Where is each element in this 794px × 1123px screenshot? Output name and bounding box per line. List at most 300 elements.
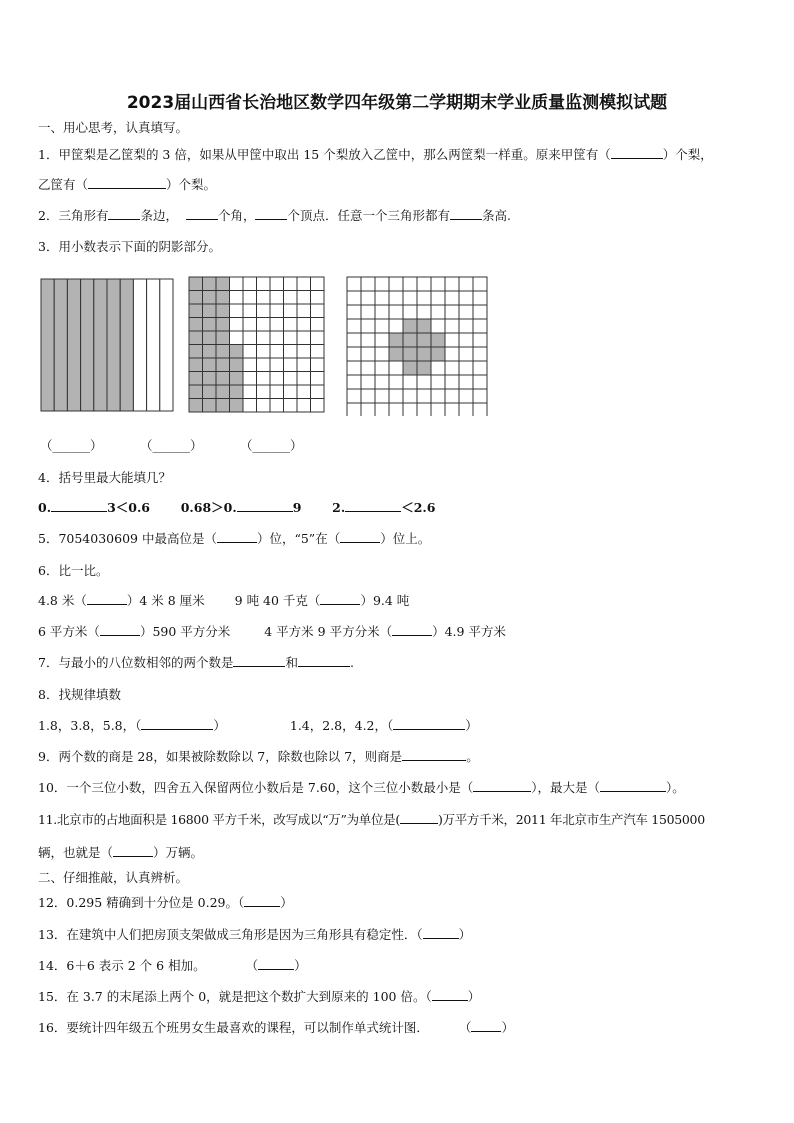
question-4: 4．括号里最大能填几？ bbox=[38, 470, 171, 485]
shaded-cell bbox=[189, 304, 203, 318]
question-15 bbox=[38, 988, 480, 1006]
shaded-cell bbox=[431, 347, 445, 361]
grid-cell bbox=[375, 319, 389, 333]
grid-cell bbox=[445, 375, 459, 389]
grid-cell bbox=[243, 345, 257, 359]
question-11 bbox=[38, 811, 705, 829]
q11-text-d: ）万辆。 bbox=[153, 845, 204, 860]
grid-cell bbox=[403, 305, 417, 319]
grid-cell bbox=[257, 318, 271, 332]
q6-r2-text-a: 6 平方米（ bbox=[38, 624, 100, 639]
grid-cell bbox=[270, 345, 284, 359]
q13-text-a: 13．在建筑中人们把房顶支架做成三角形是因为三角形具有稳定性．（ bbox=[38, 927, 423, 942]
q4-blank-1[interactable] bbox=[51, 499, 107, 512]
q7-text-a: 7．与最小的八位数相邻的两个数是 bbox=[38, 655, 234, 670]
page-title: 2023届山西省长治地区数学四年级第二学期期末学业质量监测模拟试题 bbox=[126, 93, 668, 113]
shaded-cell bbox=[189, 291, 203, 305]
grid-cell bbox=[445, 403, 459, 416]
q12-text-a: 12．0.295 精确到十分位是 0.29。（ bbox=[38, 895, 245, 910]
shaded-cell bbox=[203, 291, 217, 305]
grid-cell bbox=[473, 291, 487, 305]
shaded-cell bbox=[431, 333, 445, 347]
grid-cell bbox=[230, 277, 244, 291]
grid-cell bbox=[417, 291, 431, 305]
q14-text-b: （ bbox=[245, 958, 259, 973]
grid-cell bbox=[417, 375, 431, 389]
grid-cell bbox=[445, 361, 459, 375]
grid-cell bbox=[243, 304, 257, 318]
shaded-cell bbox=[230, 372, 244, 386]
grid-cell bbox=[347, 389, 361, 403]
q2-blank-2[interactable] bbox=[186, 207, 218, 220]
grid-cell bbox=[297, 345, 311, 359]
q2-blank-4[interactable] bbox=[450, 207, 482, 220]
shaded-strip bbox=[107, 279, 120, 411]
grid-cell bbox=[311, 304, 325, 318]
q7-text-b: 和 bbox=[285, 655, 298, 670]
grid-cell bbox=[284, 291, 298, 305]
grid-cell bbox=[389, 403, 403, 416]
q11-blank-1[interactable] bbox=[400, 811, 438, 824]
q6-blank-4[interactable] bbox=[392, 623, 432, 636]
grid-cell bbox=[473, 375, 487, 389]
q2-blank-3[interactable] bbox=[255, 207, 287, 220]
q10-text-a: 10．一个三位小数，四舍五入保留两位小数后是 7.60，这个三位小数最小是（ bbox=[38, 780, 474, 795]
grid-cell bbox=[375, 305, 389, 319]
grid-cell bbox=[311, 291, 325, 305]
shaded-cell bbox=[403, 333, 417, 347]
q10-blank-2[interactable] bbox=[600, 779, 666, 792]
q14-text-c: ） bbox=[294, 958, 307, 973]
q6-blank-1[interactable] bbox=[87, 592, 127, 605]
question-6: 6．比一比。 bbox=[38, 563, 109, 578]
grid-cell bbox=[270, 358, 284, 372]
grid-cell bbox=[243, 291, 257, 305]
grid-cell bbox=[431, 305, 445, 319]
grid-cell bbox=[431, 375, 445, 389]
q1-blank-2[interactable] bbox=[88, 176, 166, 189]
shaded-cell bbox=[203, 277, 217, 291]
q9-text-a: 9．两个数的商是 28，如果被除数除以 7，除数也除以 7，则商是 bbox=[38, 749, 403, 764]
q16-text-a: 16．要统计四年级五个班男女生最喜欢的课程，可以制作单式统计图． bbox=[38, 1020, 429, 1035]
grid-cell bbox=[459, 319, 473, 333]
q6-r1-text-c: 9 吨 40 千克（ bbox=[234, 593, 321, 608]
q6-blank-3[interactable] bbox=[100, 623, 140, 636]
q7-blank-2[interactable] bbox=[298, 654, 350, 667]
grid-cell bbox=[403, 291, 417, 305]
grid-cell bbox=[361, 305, 375, 319]
grid-cell bbox=[459, 333, 473, 347]
grid-cell bbox=[389, 375, 403, 389]
question-9 bbox=[38, 748, 479, 766]
figure-1-strips bbox=[40, 278, 174, 412]
q1-text-d: ）个梨。 bbox=[166, 177, 217, 192]
grid-cell bbox=[361, 361, 375, 375]
q14-blank[interactable] bbox=[258, 957, 294, 970]
shaded-cell bbox=[189, 385, 203, 399]
grid-cell bbox=[311, 385, 325, 399]
grid-cell bbox=[375, 347, 389, 361]
q5-blank-1[interactable] bbox=[217, 530, 257, 543]
question-6-row-1 bbox=[38, 592, 409, 610]
q4-item-2-pre: 0.68＞0. bbox=[180, 500, 237, 515]
question-5 bbox=[38, 530, 430, 548]
q3-answer-3[interactable]: （______） bbox=[240, 438, 303, 453]
grid-cell bbox=[389, 305, 403, 319]
grid-cell bbox=[270, 399, 284, 413]
q15-text-a: 15．在 3.7 的末尾添上两个 0，就是把这个数扩大到原来的 100 倍。（ bbox=[38, 989, 432, 1004]
shaded-cell bbox=[417, 347, 431, 361]
q12-blank[interactable] bbox=[244, 894, 280, 907]
grid-cell bbox=[375, 389, 389, 403]
question-14 bbox=[38, 957, 307, 975]
grid-cell bbox=[403, 375, 417, 389]
grid-cell bbox=[473, 277, 487, 291]
grid-cell bbox=[473, 319, 487, 333]
grid-cell bbox=[284, 277, 298, 291]
shaded-cell bbox=[389, 333, 403, 347]
q5-text-c: ）位上。 bbox=[380, 531, 431, 546]
q16-blank[interactable] bbox=[471, 1019, 501, 1032]
grid-cell bbox=[311, 331, 325, 345]
grid-cell bbox=[284, 399, 298, 413]
grid-cell bbox=[284, 331, 298, 345]
grid-cell bbox=[459, 403, 473, 416]
grid-cell bbox=[311, 318, 325, 332]
question-8-row bbox=[38, 717, 478, 735]
grid-cell bbox=[445, 333, 459, 347]
shaded-cell bbox=[216, 358, 230, 372]
grid-cell bbox=[284, 304, 298, 318]
grid-cell bbox=[403, 277, 417, 291]
grid-cell bbox=[445, 277, 459, 291]
grid-cell bbox=[459, 361, 473, 375]
question-12 bbox=[38, 894, 293, 912]
grid-cell bbox=[270, 318, 284, 332]
grid-cell bbox=[431, 319, 445, 333]
grid-cell bbox=[284, 358, 298, 372]
grid-cell bbox=[417, 403, 431, 416]
q4-item-1-pre: 0. bbox=[38, 500, 52, 515]
grid-cell bbox=[445, 389, 459, 403]
question-4-items bbox=[38, 499, 435, 517]
grid-cell bbox=[389, 389, 403, 403]
grid-cell bbox=[230, 291, 244, 305]
shaded-cell bbox=[403, 361, 417, 375]
strip bbox=[133, 279, 146, 411]
shaded-cell bbox=[189, 318, 203, 332]
question-7 bbox=[38, 654, 354, 672]
grid-cell bbox=[243, 399, 257, 413]
grid-cell bbox=[347, 277, 361, 291]
grid-cell bbox=[297, 277, 311, 291]
shaded-strip bbox=[67, 279, 80, 411]
q5-blank-2[interactable] bbox=[340, 530, 380, 543]
q5-text-a: 5．7054030609 中最高位是（ bbox=[38, 531, 217, 546]
strip bbox=[160, 279, 173, 411]
grid-cell bbox=[243, 358, 257, 372]
shaded-cell bbox=[230, 385, 244, 399]
grid-cell bbox=[347, 333, 361, 347]
shaded-cell bbox=[216, 318, 230, 332]
grid-cell bbox=[445, 347, 459, 361]
grid-cell bbox=[445, 305, 459, 319]
grid-cell bbox=[311, 358, 325, 372]
grid-cell bbox=[243, 331, 257, 345]
grid-cell bbox=[311, 372, 325, 386]
grid-cell bbox=[431, 403, 445, 416]
q8-text-a: 1.8，3.8，5.8，（ bbox=[38, 718, 142, 733]
question-6-row-2 bbox=[38, 623, 506, 641]
grid-cell bbox=[389, 277, 403, 291]
q4-item-3-pre: 2. bbox=[332, 500, 346, 515]
grid-cell bbox=[257, 291, 271, 305]
q4-blank-3[interactable] bbox=[345, 499, 401, 512]
grid-cell bbox=[347, 375, 361, 389]
section-2-heading: 二、仔细推敲，认真辨析。 bbox=[38, 870, 189, 885]
shaded-strip bbox=[41, 279, 54, 411]
shaded-cell bbox=[230, 358, 244, 372]
q6-r2-text-c: 4 平方米 9 平方分米（ bbox=[264, 624, 393, 639]
grid-cell bbox=[270, 331, 284, 345]
shaded-cell bbox=[216, 372, 230, 386]
shaded-cell bbox=[389, 347, 403, 361]
shaded-cell bbox=[203, 345, 217, 359]
question-1-cont bbox=[38, 176, 216, 194]
grid-cell bbox=[375, 277, 389, 291]
q11-text-c: 辆，也就是（ bbox=[38, 845, 114, 860]
grid-cell bbox=[297, 304, 311, 318]
shaded-cell bbox=[216, 277, 230, 291]
q10-text-c: ）。 bbox=[665, 780, 685, 795]
q4-item-1-post: 3＜0.6 bbox=[107, 500, 151, 515]
q3-answer-2[interactable]: （______） bbox=[140, 438, 203, 453]
question-1 bbox=[38, 146, 713, 164]
shaded-strip bbox=[120, 279, 133, 411]
grid-cell bbox=[403, 403, 417, 416]
grid-cell bbox=[417, 389, 431, 403]
q6-r1-text-d: ）9.4 吨 bbox=[360, 593, 410, 608]
shaded-cell bbox=[417, 361, 431, 375]
grid-cell bbox=[311, 345, 325, 359]
question-3: 3．用小数表示下面的阴影部分。 bbox=[38, 239, 221, 254]
shaded-cell bbox=[403, 319, 417, 333]
grid-cell bbox=[284, 318, 298, 332]
grid-cell bbox=[361, 375, 375, 389]
grid-cell bbox=[417, 277, 431, 291]
q16-text-b: （ bbox=[458, 1020, 472, 1035]
grid-cell bbox=[389, 361, 403, 375]
shaded-cell bbox=[230, 399, 244, 413]
q5-text-b: ）位，“5”在（ bbox=[256, 531, 341, 546]
q4-blank-2[interactable] bbox=[237, 499, 293, 512]
q1-text-b: ）个梨， bbox=[662, 147, 713, 162]
grid-cell bbox=[375, 403, 389, 416]
q15-text-b: ） bbox=[467, 989, 481, 1004]
q16-text-c: ） bbox=[501, 1020, 514, 1035]
grid-cell bbox=[270, 372, 284, 386]
grid-cell bbox=[347, 361, 361, 375]
q13-blank[interactable] bbox=[423, 926, 459, 939]
q4-item-2-post: 9 bbox=[292, 500, 302, 515]
grid-cell bbox=[257, 399, 271, 413]
q6-r1-text-a: 4.8 米（ bbox=[38, 593, 87, 608]
q9-blank-1[interactable] bbox=[402, 748, 466, 761]
question-2 bbox=[38, 207, 511, 225]
shaded-cell bbox=[216, 399, 230, 413]
question-8: 8．找规律填数 bbox=[38, 687, 121, 702]
grid-cell bbox=[257, 385, 271, 399]
q10-text-b: ），最大是（ bbox=[531, 780, 600, 795]
q2-text-d: 个顶点．任意一个三角形都有 bbox=[287, 208, 450, 223]
grid-cell bbox=[243, 277, 257, 291]
grid-cell bbox=[473, 361, 487, 375]
q7-blank-1[interactable] bbox=[233, 654, 285, 667]
q14-text-a: 14．6＋6 表示 2 个 6 相加。 bbox=[38, 958, 206, 973]
q8-blank-2[interactable] bbox=[393, 717, 465, 730]
shaded-cell bbox=[216, 304, 230, 318]
grid-cell bbox=[257, 277, 271, 291]
shaded-cell bbox=[203, 331, 217, 345]
shaded-strip bbox=[81, 279, 94, 411]
q8-blank-1[interactable] bbox=[141, 717, 213, 730]
grid-cell bbox=[243, 318, 257, 332]
q6-r2-text-b: ）590 平方分米 bbox=[139, 624, 231, 639]
grid-cell bbox=[361, 403, 375, 416]
q1-text-c: 乙筐有（ bbox=[38, 177, 89, 192]
grid-cell bbox=[297, 291, 311, 305]
shaded-cell bbox=[189, 345, 203, 359]
q2-text-a: 2．三角形有 bbox=[38, 208, 109, 223]
grid-cell bbox=[347, 291, 361, 305]
grid-cell bbox=[431, 277, 445, 291]
grid-cell bbox=[361, 291, 375, 305]
strip bbox=[147, 279, 160, 411]
q6-r1-text-b: ）4 米 8 厘米 bbox=[126, 593, 205, 608]
shaded-cell bbox=[203, 304, 217, 318]
shaded-strip bbox=[54, 279, 67, 411]
grid-cell bbox=[431, 389, 445, 403]
q2-text-c: 个角， bbox=[217, 208, 256, 223]
grid-cell bbox=[375, 333, 389, 347]
q2-blank-1[interactable] bbox=[108, 207, 140, 220]
grid-cell bbox=[445, 291, 459, 305]
shaded-cell bbox=[417, 319, 431, 333]
grid-cell bbox=[270, 385, 284, 399]
grid-cell bbox=[230, 318, 244, 332]
grid-cell bbox=[230, 304, 244, 318]
grid-cell bbox=[284, 372, 298, 386]
q9-text-b: 。 bbox=[466, 749, 479, 764]
grid-cell bbox=[375, 291, 389, 305]
grid-cell bbox=[375, 361, 389, 375]
grid-cell bbox=[445, 319, 459, 333]
grid-cell bbox=[230, 331, 244, 345]
shaded-cell bbox=[230, 345, 244, 359]
grid-cell bbox=[473, 347, 487, 361]
q6-r2-text-d: ）4.9 平方米 bbox=[432, 624, 506, 639]
q15-blank[interactable] bbox=[432, 988, 468, 1001]
grid-cell bbox=[257, 304, 271, 318]
figure-3-grid bbox=[346, 276, 488, 416]
grid-cell bbox=[361, 319, 375, 333]
grid-cell bbox=[257, 345, 271, 359]
q7-text-c: . bbox=[349, 655, 354, 670]
shaded-cell bbox=[189, 399, 203, 413]
shaded-cell bbox=[189, 331, 203, 345]
q6-blank-2[interactable] bbox=[320, 592, 360, 605]
shaded-cell bbox=[216, 331, 230, 345]
grid-cell bbox=[431, 361, 445, 375]
grid-cell bbox=[297, 358, 311, 372]
grid-cell bbox=[297, 331, 311, 345]
grid-cell bbox=[347, 403, 361, 416]
q11-blank-2[interactable] bbox=[113, 844, 153, 857]
grid-cell bbox=[270, 304, 284, 318]
grid-cell bbox=[361, 333, 375, 347]
grid-cell bbox=[257, 372, 271, 386]
grid-cell bbox=[297, 372, 311, 386]
q4-item-3-post: ＜2.6 bbox=[401, 500, 436, 515]
q8-text-d: ） bbox=[465, 718, 478, 733]
shaded-cell bbox=[203, 372, 217, 386]
shaded-cell bbox=[216, 385, 230, 399]
q1-blank-1[interactable] bbox=[611, 146, 663, 159]
grid-cell bbox=[257, 358, 271, 372]
q11-text-a: 11.北京市的占地面积是 16800 平方千米，改写成以“万”为单位是( bbox=[38, 812, 400, 827]
grid-cell bbox=[459, 347, 473, 361]
grid-cell bbox=[297, 399, 311, 413]
grid-cell bbox=[270, 277, 284, 291]
shaded-cell bbox=[203, 399, 217, 413]
figure-2-grid bbox=[188, 276, 326, 414]
grid-cell bbox=[459, 389, 473, 403]
grid-cell bbox=[459, 277, 473, 291]
shaded-cell bbox=[189, 358, 203, 372]
question-11-cont bbox=[38, 844, 203, 862]
q1-text-a: 1．甲筐梨是乙筐梨的 3 倍，如果从甲筐中取出 15 个梨放入乙筐中，那么两筐梨一样重。原来甲筐有（ bbox=[38, 147, 611, 162]
shaded-cell bbox=[203, 358, 217, 372]
grid-cell bbox=[459, 291, 473, 305]
q8-text-c: 1.4，2.8，4.2，（ bbox=[289, 718, 394, 733]
q11-text-b: )万平方千米，2011 年北京市生产汽车 1505000 bbox=[437, 812, 705, 827]
grid-cell bbox=[311, 277, 325, 291]
question-16 bbox=[38, 1019, 514, 1037]
grid-cell bbox=[473, 305, 487, 319]
grid-cell bbox=[389, 319, 403, 333]
grid-cell bbox=[257, 331, 271, 345]
shaded-strip bbox=[94, 279, 107, 411]
grid-cell bbox=[347, 305, 361, 319]
question-13 bbox=[38, 926, 471, 944]
section-1-heading: 一、用心思考，认真填写。 bbox=[38, 120, 189, 135]
grid-cell bbox=[347, 319, 361, 333]
q10-blank-1[interactable] bbox=[473, 779, 531, 792]
shaded-cell bbox=[216, 291, 230, 305]
grid-cell bbox=[473, 333, 487, 347]
shaded-cell bbox=[189, 372, 203, 386]
grid-cell bbox=[417, 305, 431, 319]
question-10 bbox=[38, 779, 685, 797]
q3-answer-1[interactable]: （______） bbox=[40, 438, 103, 453]
grid-cell bbox=[431, 291, 445, 305]
grid-cell bbox=[284, 385, 298, 399]
shaded-cell bbox=[203, 318, 217, 332]
grid-cell bbox=[473, 403, 487, 416]
grid-cell bbox=[361, 389, 375, 403]
shaded-cell bbox=[189, 277, 203, 291]
grid-cell bbox=[311, 399, 325, 413]
